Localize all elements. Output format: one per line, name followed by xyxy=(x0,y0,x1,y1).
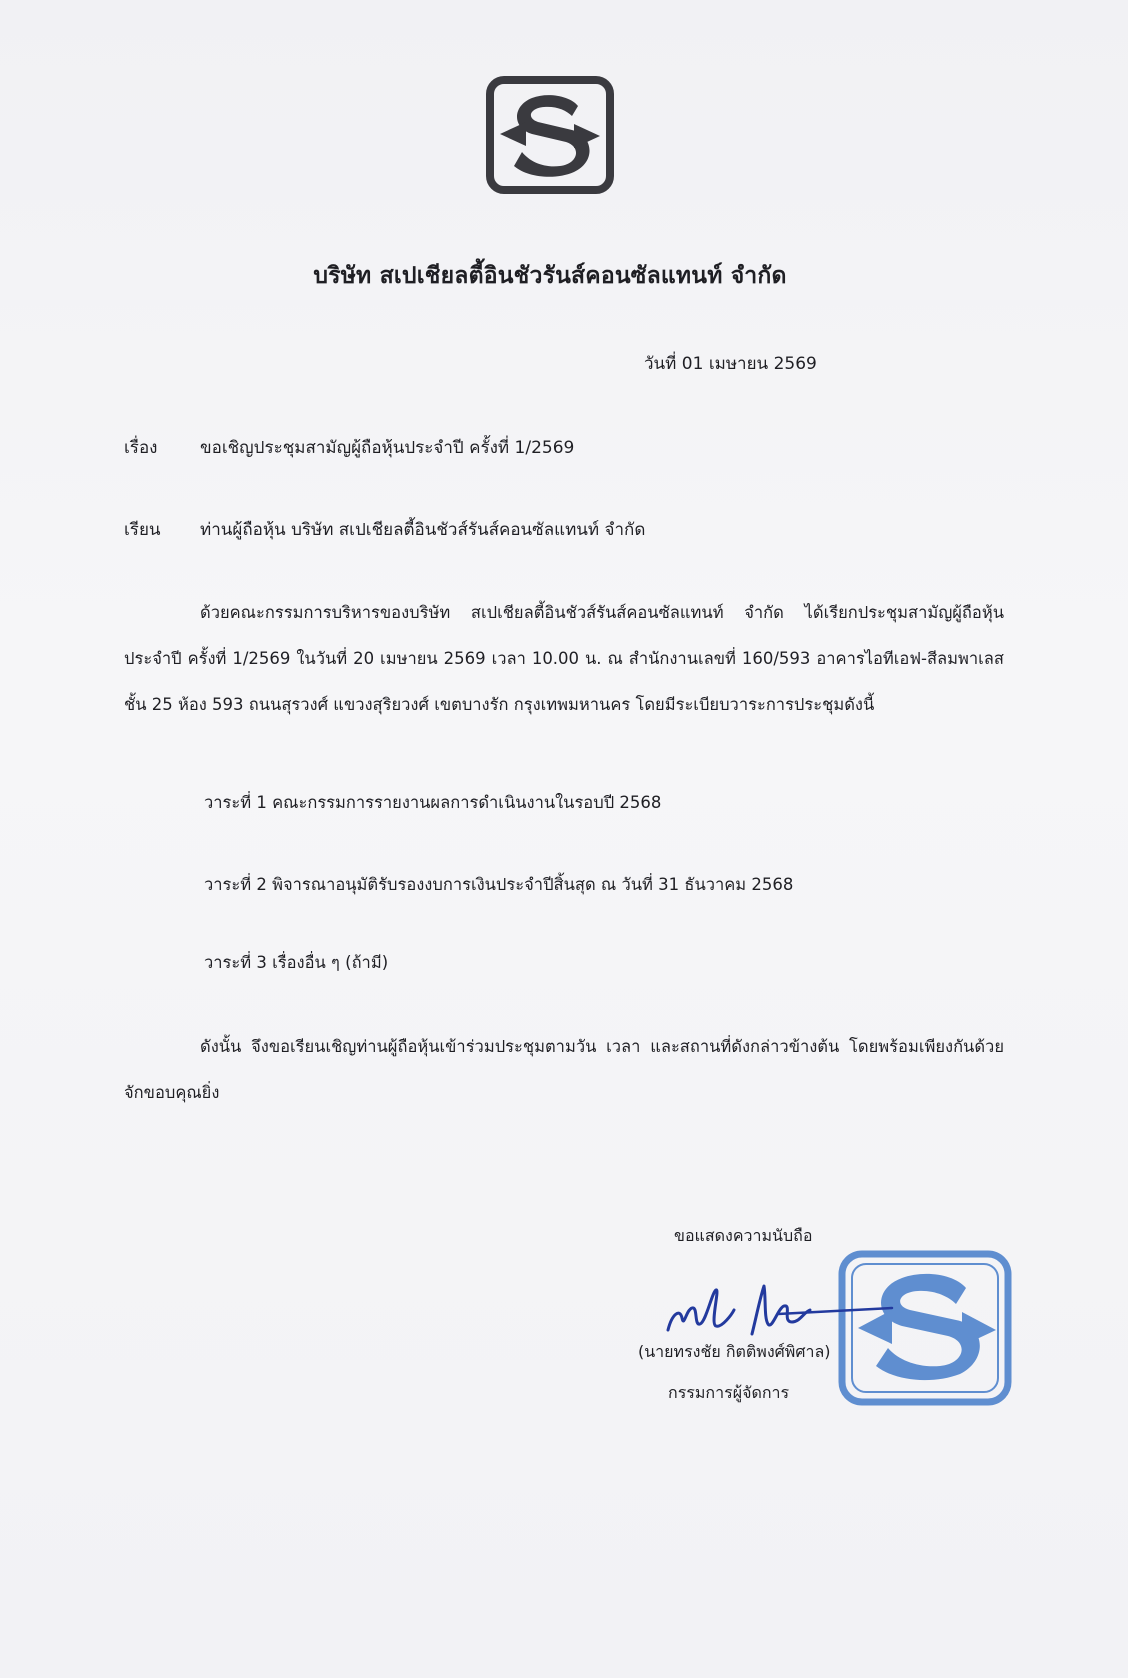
agenda-item-2: วาระที่ 2 พิจารณาอนุมัติรับรองงบการเงินประจำปีสิ้นสุด ณ วันที่ 31 ธันวาคม 2568 xyxy=(204,875,794,894)
handwritten-signature xyxy=(660,1278,900,1342)
closing-phrase: ขอแสดงความนับถือ xyxy=(674,1226,813,1245)
agenda-item-1: วาระที่ 1 คณะกรรมการรายงานผลการดำเนินงานในรอบปี 2568 xyxy=(204,793,662,812)
letter-date: วันที่ 01 เมษายน 2569 xyxy=(644,354,817,374)
body-paragraph-closing: ดังนั้น จึงขอเรียนเชิญท่านผู้ถือหุ้นเข้าร่วมประชุมตามวัน เวลา และสถานที่ดังกล่าวข้างต้น โดยพร้อมเพียงกันด้วย จักขอบคุณยิ่ง xyxy=(124,1037,1004,1102)
signer-name: (นายทรงชัย กิตติพงศ์พิศาล) xyxy=(638,1342,831,1361)
recipient-label: เรียน xyxy=(124,520,161,540)
company-logo-icon xyxy=(486,76,614,194)
company-name: บริษัท สเปเชียลตี้อินชัวรันส์คอนซัลแทนท์ จำกัด xyxy=(313,262,787,289)
agenda-item-3: วาระที่ 3 เรื่องอื่น ๆ (ถ้ามี) xyxy=(204,953,389,972)
subject-text: ขอเชิญประชุมสามัญผู้ถือหุ้นประจำปี ครั้งที่ 1/2569 xyxy=(200,438,575,458)
subject-label: เรื่อง xyxy=(124,438,158,458)
body-paragraph-invitation: ด้วยคณะกรรมการบริหารของบริษัท สเปเชียลตี้อินชัวส์รันส์คอนซัลแทนท์ จำกัด ได้เรียกประชุมสามัญผู้ถือหุ้นประจำปี ครั้งที่ 1/2569 ในวันที่ 20 เมษายน 2569 เวลา 10.00 น. ณ สำนักงานเลขที่ 160/593 อาคารไอทีเอฟ-สีลมพาเลส ชั้น 25 ห้อง 593 ถนนสุรวงศ์ แขวงสุริยวงศ์ เขตบางรัก กรุงเทพมหานคร โดยมีระเบียบวาระการประชุมดังนี้ xyxy=(124,603,1004,714)
signer-title: กรรมการผู้จัดการ xyxy=(668,1383,790,1402)
recipient-text: ท่านผู้ถือหุ้น บริษัท สเปเชียลตี้อินชัวส์รันส์คอนซัลแทนท์ จำกัด xyxy=(200,520,646,540)
